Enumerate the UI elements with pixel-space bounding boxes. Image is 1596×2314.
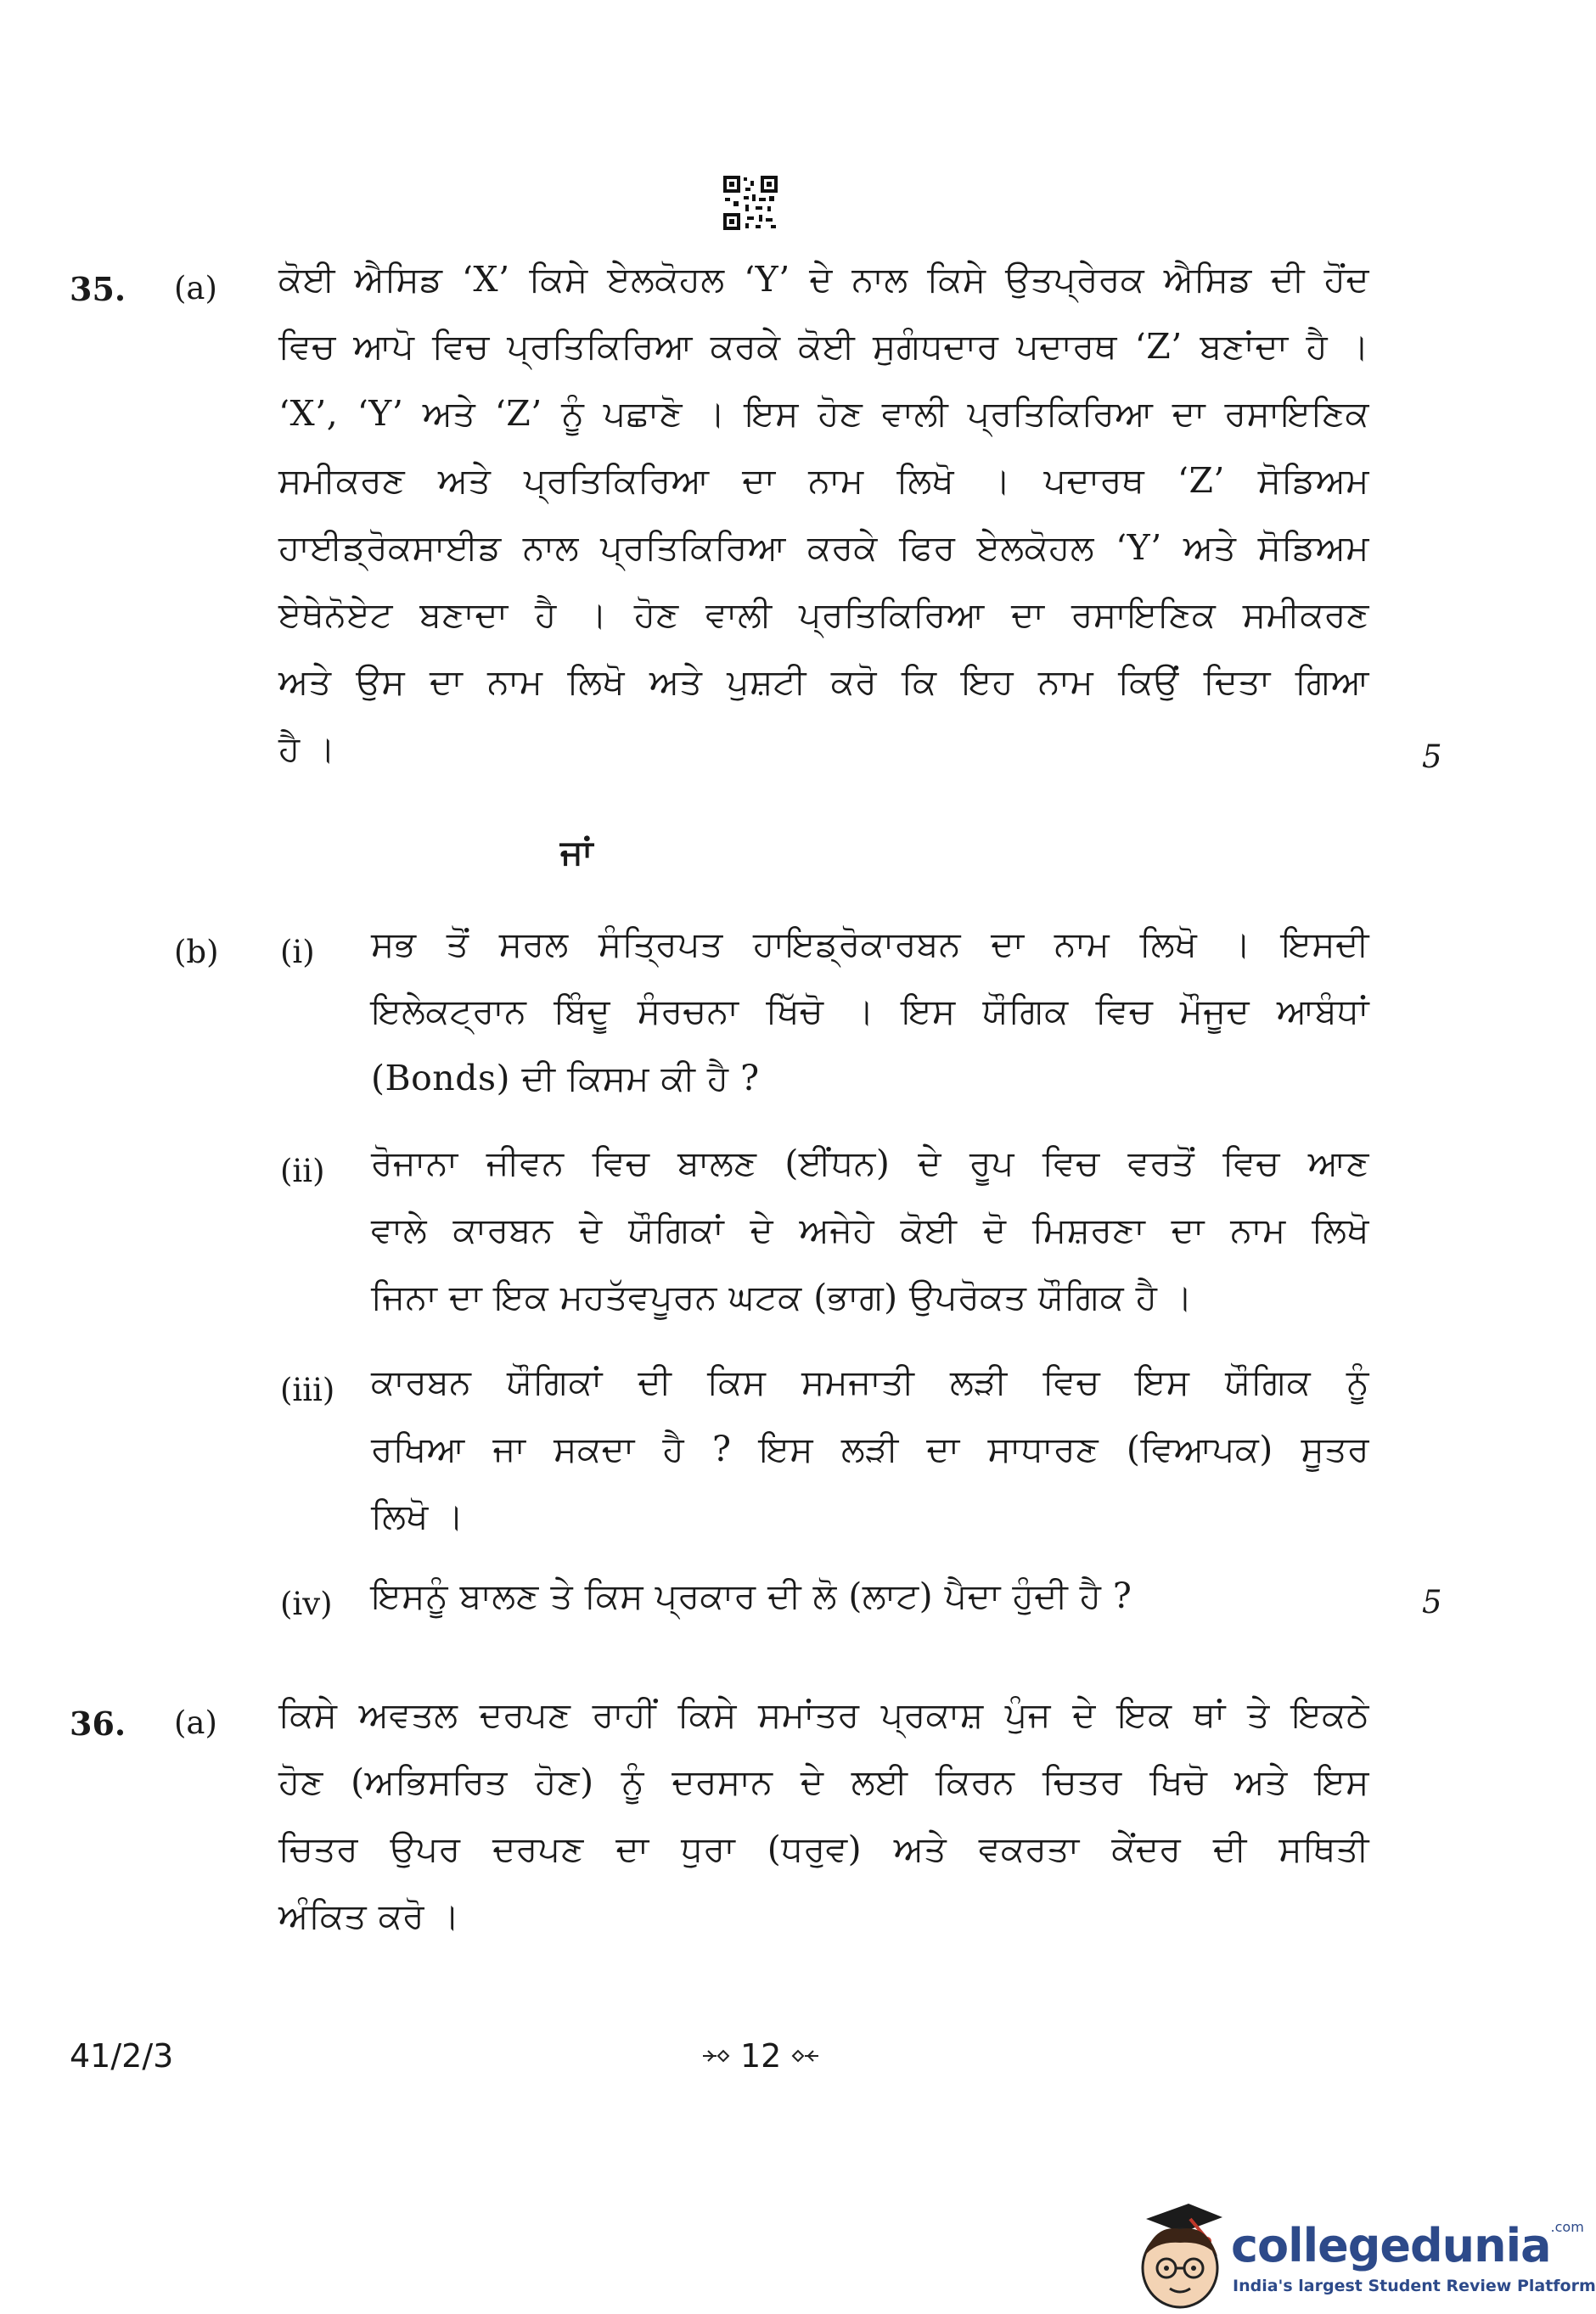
text-line: ਲਿਖੋ ।	[371, 1496, 464, 1536]
text-line: ਸਭ ਤੋਂ ਸਰਲ ਸੰਤ੍ਰਿਪਤ ਹਾਇਡ੍ਰੋਕਾਰਬਨ ਦਾ ਨਾਮ ਲਿਖੋ । ਇਸਦੀ	[371, 924, 1369, 964]
text-line: ਇਸਨੂੰ ਬਾਲਣ ਤੇ ਕਿਸ ਪ੍ਰਕਾਰ ਦੀ ਲੋ (ਲਾਟ) ਪੈਦਾ ਹੁੰਦੀ ਹੈ ?	[371, 1575, 1132, 1616]
text-line: (Bonds) ਦੀ ਕਿਸਮ ਕੀ ਹੈ ?	[371, 1058, 760, 1098]
brand-suffix: .com	[1550, 2219, 1584, 2235]
question-35b-iv-text	[371, 1575, 1369, 1643]
brand-logo	[1129, 2190, 1596, 2314]
part-label: (a)	[174, 1705, 217, 1741]
question-35b-iii-text	[371, 1362, 1369, 1563]
text-line: ਰੋਜਾਨਾ ਜੀਵਨ ਵਿਚ ਬਾਲਣ (ਈਂਧਨ) ਦੇ ਰੂਪ ਵਿਚ ਵਰਤੋਂ ਵਿਚ ਆਣ	[371, 1143, 1369, 1183]
question-number: 35.	[70, 270, 126, 308]
text-line: ਚਿਤਰ ਉਪਰ ਦਰਪਣ ਦਾ ਧੁਰਾ (ਧਰੁਵ) ਅਤੇ ਵਕਰਤਾ ਕੇਂਦਰ ਦੀ ਸਥਿਤੀ	[278, 1828, 1369, 1869]
text-line: ਕੋਈ ਐਸਿਡ ‘X’ ਕਿਸੇ ਏਲਕੋਹਲ ‘Y’ ਦੇ ਨਾਲ ਕਿਸੇ ਉਤਪ੍ਰੇਰਕ ਐਸਿਡ ਦੀ ਹੋਂਦ	[278, 259, 1369, 300]
part-label: (a)	[174, 270, 217, 306]
subpart-label: (ii)	[280, 1153, 325, 1189]
or-separator: ਜਾਂ	[560, 832, 593, 873]
subpart-label: (iv)	[280, 1586, 333, 1622]
question-35b-ii-text	[371, 1143, 1369, 1344]
question-number: 36.	[70, 1705, 126, 1743]
text-line: ਹੈ ।	[278, 728, 336, 769]
subpart-label: (i)	[280, 934, 315, 970]
text-line: ਜਿਨਾ ਦਾ ਇਕ ਮਹਤੱਵਪੂਰਨ ਘਟਕ (ਭਾਗ) ਉਪਰੋਕਤ ਯੌਗਿਕ ਹੈ ।	[371, 1277, 1194, 1317]
paper-code: 41/2/3	[70, 2037, 174, 2075]
text-line: ਕਿਸੇ ਅਵਤਲ ਦਰਪਣ ਰਾਹੀਂ ਕਿਸੇ ਸਮਾਂਤਰ ਪ੍ਰਕਾਸ਼ ਪੁੰਜ ਦੇ ਇਕ ਥਾਂ ਤੇ ਇਕਠੇ	[278, 1694, 1369, 1735]
part-label: (b)	[174, 934, 219, 970]
text-line: ਰਖਿਆ ਜਾ ਸਕਦਾ ਹੈ ? ਇਸ ਲੜੀ ਦਾ ਸਾਧਾਰਣ (ਵਿਆਪਕ) ਸੂਤਰ	[371, 1429, 1369, 1469]
ornament-right-icon	[790, 2047, 820, 2064]
marks: 5	[1422, 739, 1442, 775]
text-line: ਕਾਰਬਨ ਯੌਗਿਕਾਂ ਦੀ ਕਿਸ ਸਮਜਾਤੀ ਲੜੀ ਵਿਚ ਇਸ ਯੌਗਿਕ ਨੂੰ	[371, 1362, 1369, 1402]
text-line: ਵਾਲੇ ਕਾਰਬਨ ਦੇ ਯੌਗਿਕਾਂ ਦੇ ਅਜੇਹੇ ਕੋਈ ਦੋ ਮਿਸ਼ਰਣਾ ਦਾ ਨਾਮ ਲਿਖੋ	[371, 1210, 1369, 1250]
subpart-label: (iii)	[280, 1372, 335, 1408]
qr-code-icon	[722, 174, 779, 232]
question-35a-text	[278, 259, 1369, 795]
ornament-left-icon	[701, 2047, 732, 2064]
text-line: ਵਿਚ ਆਪੋ ਵਿਚ ਪ੍ਰਤਿਕਿਰਿਆ ਕਰਕੇ ਕੋਈ ਸੁਗੰਧਦਾਰ ਪਦਾਰਥ ‘Z’ ਬਣਾਂਦਾ ਹੈ ।	[278, 326, 1369, 367]
marks: 5	[1422, 1584, 1442, 1620]
question-35b-i-text	[371, 924, 1369, 1125]
page-number-group	[701, 2037, 820, 2075]
text-line: ਇਲੇਕਟ੍ਰਾਨ ਬਿੰਦੂ ਸੰਰਚਨਾ ਖਿੱਚੋ । ਇਸ ਯੌਗਿਕ ਵਿਚ ਮੌਜੂਦ ਆਬੰਧਾਂ	[371, 991, 1369, 1031]
page-number: 12	[740, 2037, 782, 2075]
text-line: ਸਮੀਕਰਣ ਅਤੇ ਪ੍ਰਤਿਕਿਰਿਆ ਦਾ ਨਾਮ ਲਿਖੋ । ਪਦਾਰਥ ‘Z’ ਸੋਡਿਅਮ	[278, 460, 1369, 501]
mascot-icon	[1129, 2190, 1231, 2314]
question-36a-text	[278, 1694, 1369, 1963]
text-line: ਹਾਈਡ੍ਰੋਕਸਾਈਡ ਨਾਲ ਪ੍ਰਤਿਕਿਰਿਆ ਕਰਕੇ ਫਿਰ ਏਲਕੋਹਲ ‘Y’ ਅਤੇ ਸੋਡਿਅਮ	[278, 527, 1369, 568]
brand-name: collegedunia$^{.com}$	[1231, 2219, 1584, 2272]
text-line: ਹੋਣ (ਅਭਿਸਰਿਤ ਹੋਣ) ਨੂੰ ਦਰਸਾਨ ਦੇ ਲਈ ਕਿਰਨ ਚਿਤਰ ਖਿਚੋ ਅਤੇ ਇਸ	[278, 1761, 1369, 1802]
text-line: ਅਤੇ ਉਸ ਦਾ ਨਾਮ ਲਿਖੋ ਅਤੇ ਪੁਸ਼ਟੀ ਕਰੋ ਕਿ ਇਹ ਨਾਮ ਕਿਉਂ ਦਿਤਾ ਗਿਆ	[278, 661, 1369, 702]
text-line: ਅੰਕਿਤ ਕਰੋ ।	[278, 1896, 460, 1936]
text-line: ਏਥੇਨੋਏਟ ਬਣਾਦਾ ਹੈ । ਹੋਣ ਵਾਲੀ ਪ੍ਰਤਿਕਿਰਿਆ ਦਾ ਰਸਾਇਣਿਕ ਸਮੀਕਰਣ	[278, 594, 1369, 635]
text-line: ‘X’, ‘Y’ ਅਤੇ ‘Z’ ਨੂੰ ਪਛਾਣੋ । ਇਸ ਹੋਣ ਵਾਲੀ ਪ੍ਰਤਿਕਿਰਿਆ ਦਾ ਰਸਾਇਣਿਕ	[278, 393, 1369, 434]
brand-tagline: India's largest Student Review Platform	[1233, 2277, 1596, 2295]
